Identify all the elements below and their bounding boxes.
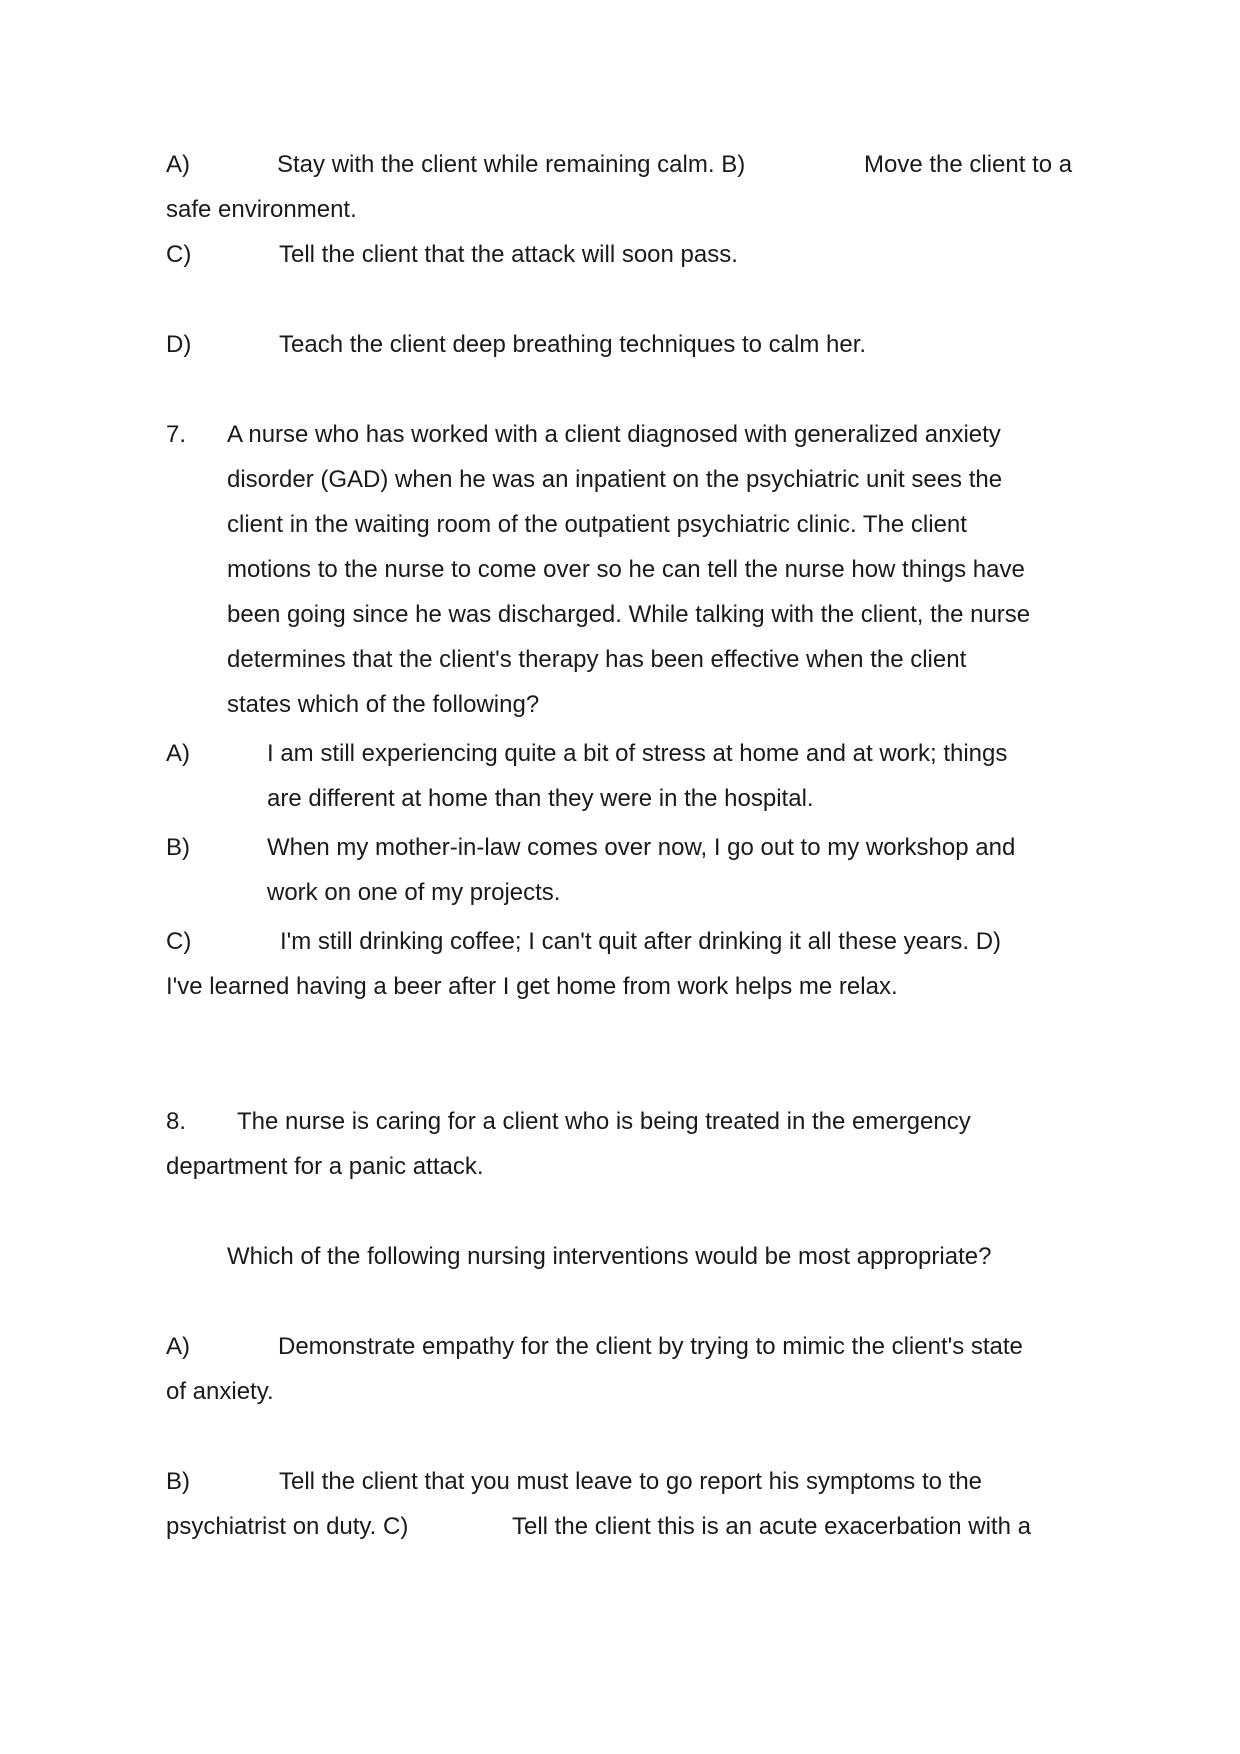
option-label-q8-a: A) (166, 1333, 190, 1360)
option-text-q7-b-line-2: work on one of my projects. (267, 879, 561, 906)
option-label-q7-c: C) (166, 928, 192, 955)
question-7-stem-line-2: disorder (GAD) when he was an inpatient on the psychiatric unit sees the (227, 466, 1003, 493)
option-text-q7-c: I'm still drinking coffee; I can't quit after drinking it all these years. D) (280, 928, 1002, 955)
option-label-q6-d: D) (166, 331, 192, 358)
question-7-stem-line-3: client in the waiting room of the outpatient psychiatric clinic. The client (227, 511, 967, 538)
option-text-q8-a-line-2: of anxiety. (166, 1378, 274, 1405)
question-8-stem-line-2: department for a panic attack. (166, 1153, 484, 1180)
option-text-q7-a-line-2: are different at home than they were in the hospital. (267, 785, 814, 812)
option-label-q7-b: B) (166, 834, 190, 861)
question-8-stem-line-1: The nurse is caring for a client who is being treated in the emergency (237, 1108, 971, 1135)
option-text-q6-c: Tell the client that the attack will soon pass. (279, 241, 738, 268)
question-number-8: 8. (166, 1108, 187, 1135)
question-8-prompt: Which of the following nursing interventions would be most appropriate? (227, 1243, 992, 1270)
question-7-stem-line-5: been going since he was discharged. While talking with the client, the nurse (227, 601, 1031, 628)
option-text-q7-b-line-1: When my mother-in-law comes over now, I go out to my workshop and (267, 834, 1016, 861)
option-text-q8-c: Tell the client this is an acute exacerbation with a (512, 1513, 1031, 1540)
option-text-q7-d: I've learned having a beer after I get home from work helps me relax. (166, 973, 898, 1000)
option-text-q7-a-line-1: I am still experiencing quite a bit of stress at home and at work; things (267, 740, 1008, 767)
question-7-stem-line-4: motions to the nurse to come over so he can tell the nurse how things have (227, 556, 1025, 583)
option-label-q6-a: A) (166, 151, 190, 178)
question-7-stem-line-6: determines that the client's therapy has been effective when the client (227, 646, 967, 673)
option-text-q8-b-line-2: psychiatrist on duty. C) (166, 1513, 409, 1540)
option-label-q6-c: C) (166, 241, 192, 268)
option-text-q6-a: Stay with the client while remaining calm. B) (277, 151, 746, 178)
option-text-q8-a-line-1: Demonstrate empathy for the client by trying to mimic the client's state (278, 1333, 1023, 1360)
option-text-q6-d: Teach the client deep breathing techniques to calm her. (279, 331, 867, 358)
option-text-q6-b-continued: safe environment. (166, 196, 357, 223)
question-7-stem-line-1: A nurse who has worked with a client diagnosed with generalized anxiety (227, 421, 1001, 448)
option-label-q8-b: B) (166, 1468, 190, 1495)
question-number-7: 7. (166, 421, 187, 448)
option-label-q7-a: A) (166, 740, 190, 767)
question-7-stem-line-7: states which of the following? (227, 691, 540, 718)
option-text-q6-b: Move the client to a (864, 151, 1073, 178)
option-text-q8-b-line-1: Tell the client that you must leave to go report his symptoms to the (279, 1468, 983, 1495)
